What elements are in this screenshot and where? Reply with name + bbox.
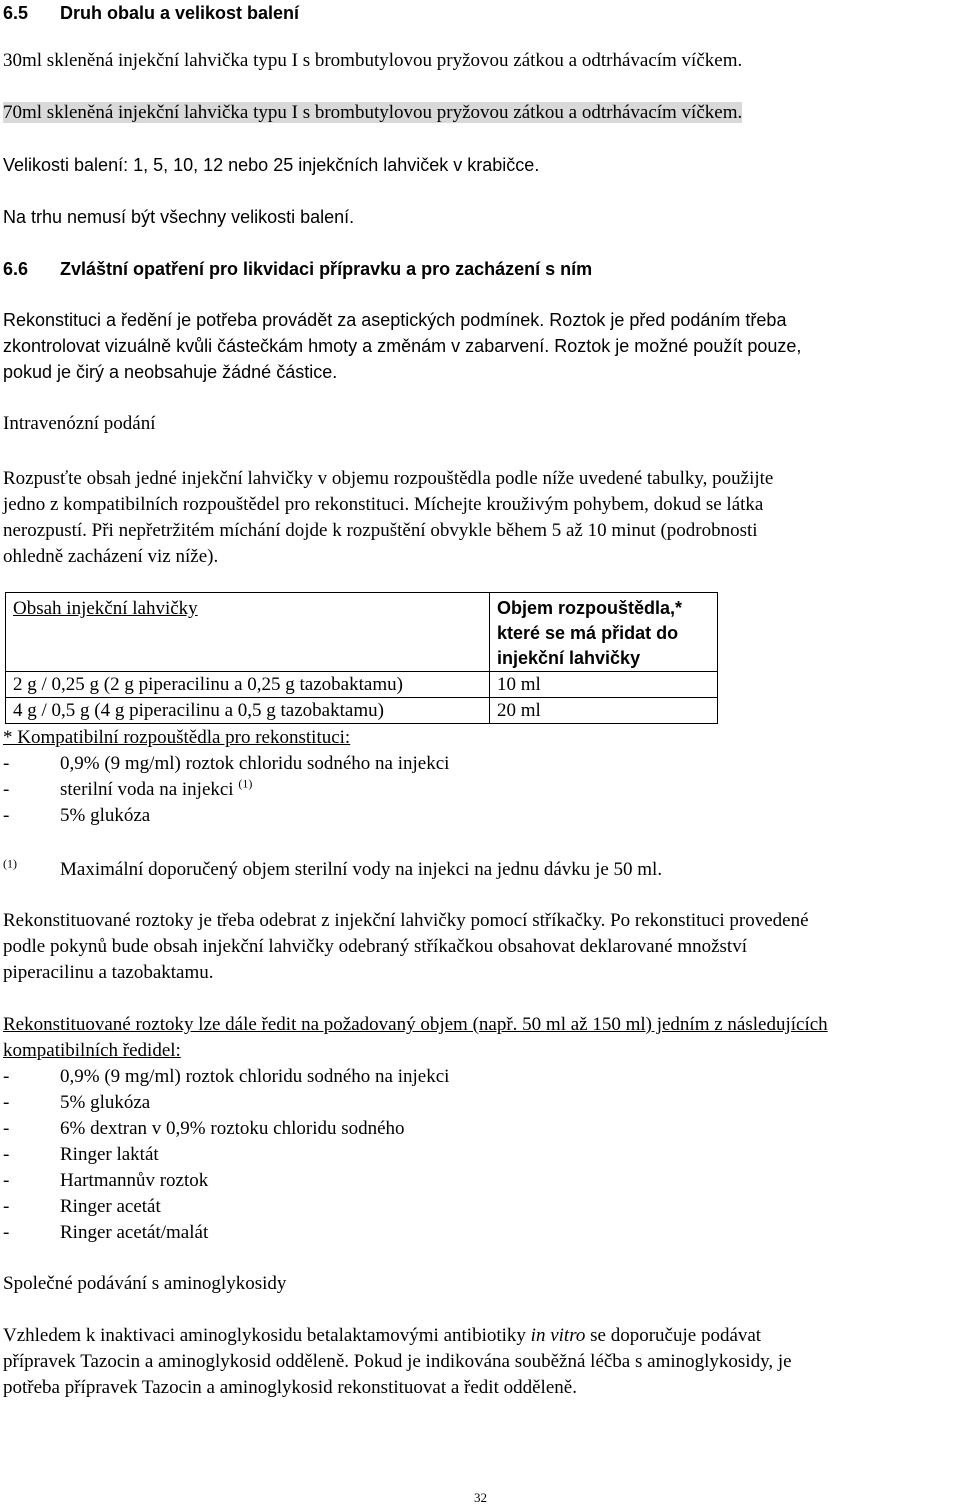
list-item	[3, 1142, 159, 1168]
section-title: Druh obalu a velikost balení	[60, 3, 300, 23]
list-item	[3, 1194, 161, 1220]
list-item	[3, 777, 252, 803]
footnote-mark	[3, 857, 60, 883]
list-dash: -	[3, 1092, 10, 1113]
paragraph-line: Rozpusťte obsah jedné injekční lahvičky v objemu rozpouštědla podle níže uvedené tabulky, použijte	[3, 468, 774, 489]
list-item-text: Ringer acetát	[60, 1196, 161, 1217]
section-number: 6.6	[3, 259, 29, 279]
list-item	[3, 1064, 449, 1090]
list-dash: -	[3, 779, 10, 800]
italic-text: in vitro	[530, 1325, 586, 1346]
table-cell: 20 ml	[490, 698, 718, 724]
list-item-text: Hartmannův roztok	[60, 1170, 209, 1191]
list-dash: -	[3, 1170, 10, 1191]
section-6-6-heading	[3, 256, 592, 282]
dilution-heading: Rekonstituované roztoky lze dále ředit na požadovaný objem (např. 50 ml až 150 ml) jedním z následujících	[3, 1014, 828, 1035]
section-6-5-heading	[3, 0, 299, 26]
text-run: se doporučuje podávat	[585, 1325, 762, 1346]
table-row	[6, 698, 718, 724]
list-item-text: 0,9% (9 mg/ml) roztok chloridu sodného na injekci	[60, 753, 450, 774]
package-line-70ml	[3, 100, 742, 126]
list-item-text: 0,9% (9 mg/ml) roztok chloridu sodného na injekci	[60, 1066, 450, 1087]
paragraph-line	[3, 1323, 761, 1349]
list-dash: -	[3, 1118, 10, 1139]
pack-sizes-line: Velikosti balení: 1, 5, 10, 12 nebo 25 injekčních lahviček v krabičce.	[3, 155, 540, 175]
highlighted-text: 70ml skleněná injekční lahvička typu I s brombutylovou pryžovou zátkou a odtrhávacím víčkem.	[3, 102, 743, 123]
paragraph-line: piperacilinu a tazobaktamu.	[3, 962, 214, 983]
list-item-text: 5% glukóza	[60, 805, 151, 826]
list-item-text: Ringer laktát	[60, 1144, 159, 1165]
table-header-row	[6, 593, 718, 672]
aminoglycoside-heading: Společné podávání s aminoglykosidy	[3, 1273, 287, 1294]
table-cell: 10 ml	[490, 672, 718, 698]
compatible-solvents-heading: * Kompatibilní rozpouštědla pro rekonstituci:	[3, 727, 351, 748]
list-item-text: sterilní voda na injekci	[60, 779, 234, 800]
paragraph-line: přípravek Tazocin a aminoglykosid odděleně. Pokud je indikována souběžná léčba s aminoglykosidy, je	[3, 1351, 792, 1372]
iv-heading: Intravenózní podání	[3, 413, 156, 434]
list-dash: -	[3, 1066, 10, 1087]
header-text: Obsah injekční lahvičky	[13, 598, 198, 619]
paragraph-line: potřeba přípravek Tazocin a aminoglykosid rekonstituovat a ředit odděleně.	[3, 1377, 577, 1398]
package-line-30ml: 30ml skleněná injekční lahvička typu I s brombutylovou pryžovou zátkou a odtrhávacím víčkem.	[3, 50, 743, 71]
section-number: 6.5	[3, 3, 29, 23]
paragraph-line: Rekonstituované roztoky je třeba odebrat z injekční lahvičky pomocí stříkačky. Po rekonstituci provedené	[3, 910, 809, 931]
list-item	[3, 1168, 208, 1194]
paragraph-line: jedno z kompatibilních rozpouštědel pro rekonstituci. Míchejte krouživým pohybem, dokud se látka	[3, 494, 764, 515]
table-row	[6, 672, 718, 698]
table-cell: 2 g / 0,25 g (2 g piperacilinu a 0,25 g tazobaktamu)	[6, 672, 490, 698]
list-dash: -	[3, 1222, 10, 1243]
list-item	[3, 803, 150, 829]
list-item	[3, 1116, 405, 1142]
list-dash: -	[3, 805, 10, 826]
list-item-text: Ringer acetát/malát	[60, 1222, 209, 1243]
list-dash: -	[3, 753, 10, 774]
list-dash: -	[3, 1144, 10, 1165]
paragraph-line: Rekonstituci a ředění je potřeba provádět za aseptických podmínek. Roztok je před podáním třeba	[3, 310, 787, 330]
paragraph-line: podle pokynů bude obsah injekční lahvičky odebraný stříkačkou obsahovat deklarované množství	[3, 936, 747, 957]
table-header-cell	[6, 593, 490, 672]
paragraph-line: zkontrolovat vizuálně kvůli částečkám hmoty a změnám v zabarvení. Roztok je možné použít pouze,	[3, 336, 802, 356]
footnote	[3, 857, 662, 883]
list-item-text: 5% glukóza	[60, 1092, 151, 1113]
list-dash: -	[3, 1196, 10, 1217]
paragraph-line: nerozpustí. Při nepřetržitém míchání dojde k rozpuštění obvykle během 5 až 10 minut (podrobnosti	[3, 520, 758, 541]
list-item	[3, 751, 449, 777]
pack-availability-line: Na trhu nemusí být všechny velikosti balení.	[3, 207, 355, 227]
footnote-mark-text: (1)	[3, 856, 17, 871]
list-item	[3, 1090, 150, 1116]
text-run: Vzhledem k inaktivaci aminoglykosidu betalaktamovými antibiotiky	[3, 1325, 531, 1346]
table-cell: 4 g / 0,5 g (4 g piperacilinu a 0,5 g tazobaktamu)	[6, 698, 490, 724]
section-title: Zvláštní opatření pro likvidaci přípravku a pro zacházení s ním	[60, 259, 593, 279]
dilution-heading: kompatibilních ředidel:	[3, 1040, 181, 1061]
solvent-volume-table	[5, 592, 718, 724]
page-number: 32	[474, 1490, 487, 1505]
table-header-cell: Objem rozpouštědla,* které se má přidat do injekční lahvičky	[490, 593, 718, 672]
list-item	[3, 1220, 208, 1246]
paragraph-line: pokud je čirý a neobsahuje žádné částice.	[3, 362, 338, 382]
footnote-text: Maximální doporučený objem sterilní vody na injekci na jednu dávku je 50 ml.	[60, 859, 663, 880]
paragraph-line: ohledně zacházení viz níže).	[3, 546, 219, 567]
list-item-text: 6% dextran v 0,9% roztoku chloridu sodného	[60, 1118, 405, 1139]
footnote-ref: (1)	[238, 776, 253, 791]
